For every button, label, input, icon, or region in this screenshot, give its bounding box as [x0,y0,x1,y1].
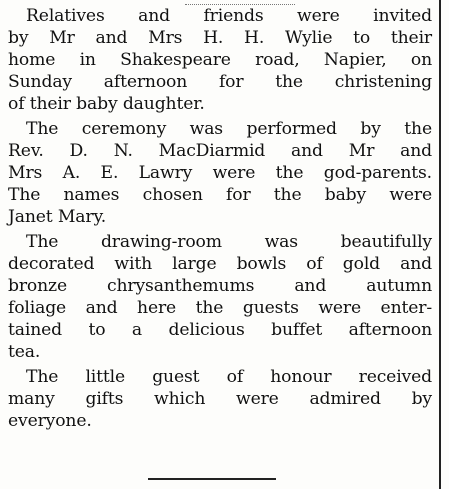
text-line: The drawing-room was beautifully [26,232,432,252]
article-body [8,5,432,432]
text-line: home in Shakespeare road, Napier, on [8,50,432,70]
text-line: Mrs A. E. Lawry were the god-parents. [8,163,432,183]
text-line: of their baby daughter. [8,94,205,114]
text-line: foliage and here the guests were enter- [8,298,432,318]
text-line: The names chosen for the baby were [8,185,432,205]
text-line: Relatives and friends were invited [26,6,432,26]
text-line: The ceremony was performed by the [26,119,432,139]
text-line: Rev. D. N. MacDiarmid and Mr and [8,141,432,161]
paragraph-3 [8,231,432,363]
column-rule [439,0,441,489]
paragraph-1 [8,5,432,115]
text-line: decorated with large bowls of gold and [8,254,432,274]
text-line: many gifts which were admired by [8,389,432,409]
paragraph-2 [8,118,432,228]
text-line: by Mr and Mrs H. H. Wylie to their [8,28,432,48]
text-line: tained to a delicious buffet afternoon [8,320,432,340]
text-line: Sunday afternoon for the christening [8,72,432,92]
bottom-divider [148,478,276,480]
text-line: The little guest of honour received [26,367,432,387]
text-line: Janet Mary. [8,207,107,227]
text-line: tea. [8,342,41,362]
text-line: bronze chrysanthemums and autumn [8,276,432,296]
text-line: everyone. [8,411,92,431]
paragraph-4 [8,366,432,432]
